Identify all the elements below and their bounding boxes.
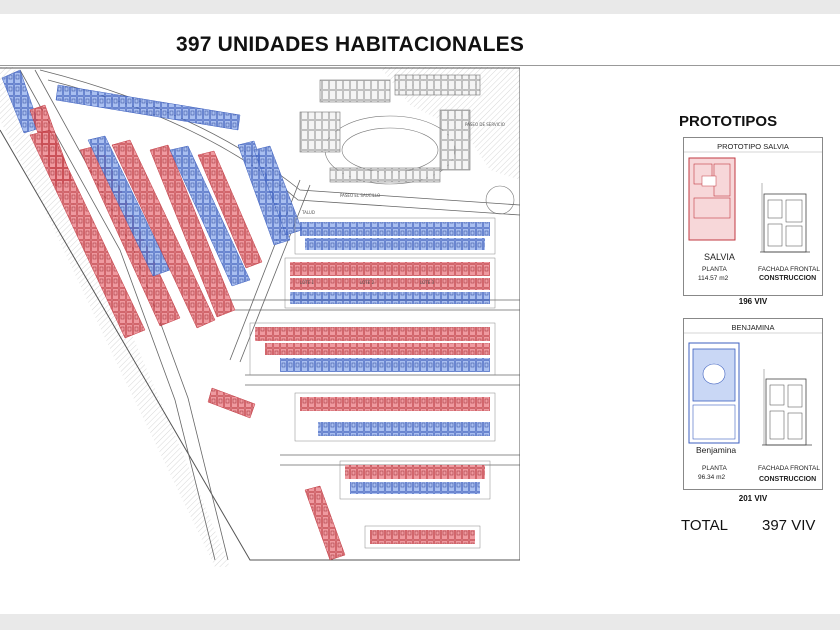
- benjamina-count: 201 VIV: [738, 494, 768, 503]
- lot-block-red: [305, 486, 345, 560]
- plan-overlay-label: SALVIA: [704, 252, 735, 262]
- street-label: LOTE 1: [300, 280, 315, 285]
- salvia-count: 196 VIV: [738, 297, 768, 306]
- title-divider: [0, 65, 840, 66]
- card-title: BENJAMINA: [731, 323, 775, 332]
- lot-block-red: [290, 278, 490, 290]
- street-label: TALUD: [302, 210, 315, 215]
- facade-label: FACHADA FRONTAL: [758, 266, 821, 273]
- lot-block-blue: [290, 292, 490, 304]
- street-label: PASEO DE SERVICIO: [465, 122, 505, 127]
- site-plan: [0, 67, 520, 567]
- prototypes-heading: PROTOTIPOS: [679, 113, 778, 130]
- street-label: LOTE 3: [420, 280, 435, 285]
- lot-block-red: [370, 530, 475, 544]
- lot-block-red: [345, 465, 485, 479]
- construction-label: CONSTRUCCION: [759, 275, 817, 282]
- plan-label: PLANTA: [702, 465, 727, 472]
- construction-label: CONSTRUCCION: [759, 476, 817, 483]
- lot-block-blue: [318, 422, 490, 436]
- plan-overlay-label: Benjamina: [696, 445, 737, 455]
- prototype-card-salvia: [683, 137, 823, 296]
- lot-block-blue: [300, 222, 490, 236]
- lot-block-blue: [56, 85, 240, 130]
- plan-label: PLANTA: [702, 266, 727, 273]
- page-title: 397 UNIDADES HABITACIONALES: [176, 33, 525, 56]
- plan-area: 96.34 m2: [698, 474, 726, 481]
- plan-area: 114.57 m2: [698, 275, 729, 282]
- card-title: PROTOTIPO SALVIA: [717, 142, 789, 151]
- lot-block-red: [300, 397, 490, 411]
- lot-block-blue: [280, 358, 490, 372]
- total-label: TOTAL: [681, 517, 728, 534]
- lot-block-red: [255, 327, 490, 341]
- facade-label: FACHADA FRONTAL: [758, 465, 821, 472]
- street-label: LOTE 2: [360, 280, 375, 285]
- lot-block-blue: [350, 482, 480, 494]
- lot-block-red: [265, 343, 490, 355]
- total-value: 397 VIV: [762, 517, 816, 534]
- street-label: PASEO EL SAUCILLO: [340, 193, 381, 198]
- lot-block-red: [208, 388, 255, 418]
- lot-block-blue: [305, 238, 485, 250]
- prototype-card-benjamina: [683, 318, 823, 490]
- lot-block-red: [290, 262, 490, 276]
- benjamina-drawings: [684, 319, 822, 489]
